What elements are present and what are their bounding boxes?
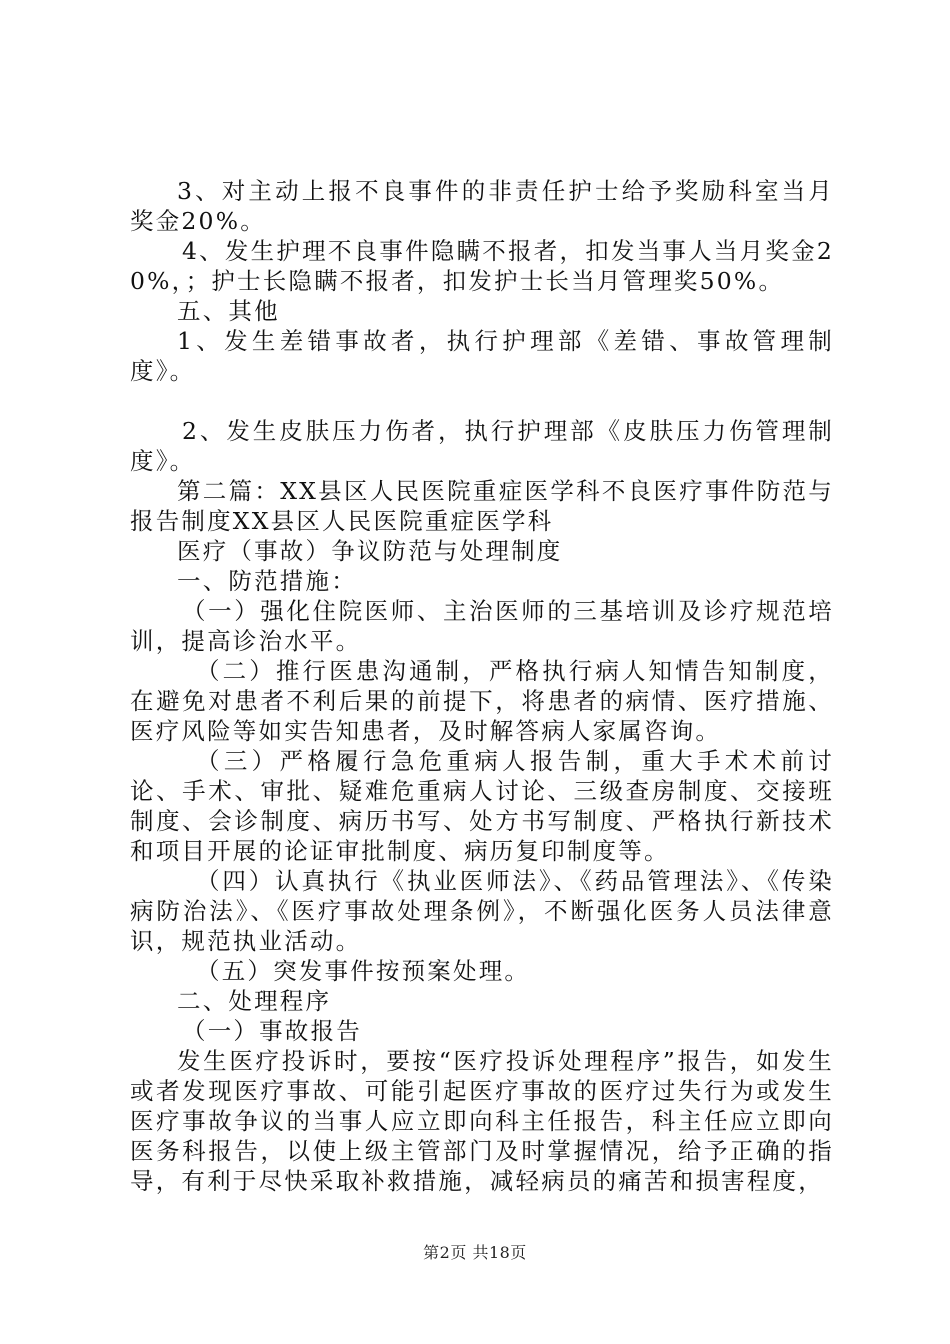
paragraph-other-rule-2: 2、发生皮肤压力伤者，执行护理部《皮肤压力伤管理制度》。	[130, 417, 834, 475]
paragraph-other-rule-1: 1、发生差错事故者，执行护理部《差错、事故管理制度》。	[130, 327, 834, 385]
paragraph-prevention-4: （四）认真执行《执业医师法》、《药品管理法》、《传染病防治法》、《医疗事故处理条例》，不断强化医务人员法律意识，规范执业活动。	[130, 867, 834, 955]
paragraph-prevention-1: （一）强化住院医师、主治医师的三基培训及诊疗规范培训，提高诊治水平。	[130, 597, 834, 655]
paragraph-reward-rule-3: 3、对主动上报不良事件的非责任护士给予奖励科室当月奖金20%。	[130, 177, 834, 235]
page-number-footer: 第2页 共18页	[423, 1243, 527, 1262]
paragraph-penalty-rule-4: 4、发生护理不良事件隐瞒不报者，扣发当事人当月奖金20%，；护士长隐瞒不报者，扣发护士长当月管理奖50%。	[130, 237, 834, 295]
subsection-heading-accident-report: （一）事故报告	[182, 1017, 362, 1045]
section-heading-other: 五、其他	[177, 297, 280, 325]
paragraph-prevention-3: （三）严格履行急危重病人报告制，重大手术术前讨论、手术、审批、疑难危重病人讨论、三级查房制度、交接班制度、会诊制度、病历书写、处方书写制度、严格执行新技术和项目开展的论证审批制度、病历复印制度等。	[130, 747, 834, 865]
section-heading-prevention: 一、防范措施：	[177, 567, 357, 595]
document-body	[130, 176, 834, 1196]
paragraph-prevention-2: （二）推行医患沟通制，严格执行病人知情告知制度，在避免对患者不利后果的前提下，将患者的病情、医疗措施、医疗风险等如实告知患者，及时解答病人家属咨询。	[130, 657, 834, 745]
paragraph-prevention-5: （五）突发事件按预案处理。	[196, 957, 531, 985]
section-heading-procedure: 二、处理程序	[177, 987, 332, 1015]
document-subtitle: 医疗（事故）争议防范与处理制度	[177, 537, 563, 565]
chapter-title-part-two: 第二篇：XX县区人民医院重症医学科不良医疗事件防范与报告制度XX县区人民医院重症医学科	[130, 477, 834, 535]
paragraph-accident-report: 发生医疗投诉时，要按“医疗投诉处理程序”报告，如发生或者发现医疗事故、可能引起医疗事故的医疗过失行为或发生医疗事故争议的当事人应立即向科主任报告，科主任应立即向医务科报告，以使上级主管部门及时掌握情况，给予正确的指导，有利于尽快采取补救措施，减轻病员的痛苦和损害程度，	[130, 1047, 834, 1195]
